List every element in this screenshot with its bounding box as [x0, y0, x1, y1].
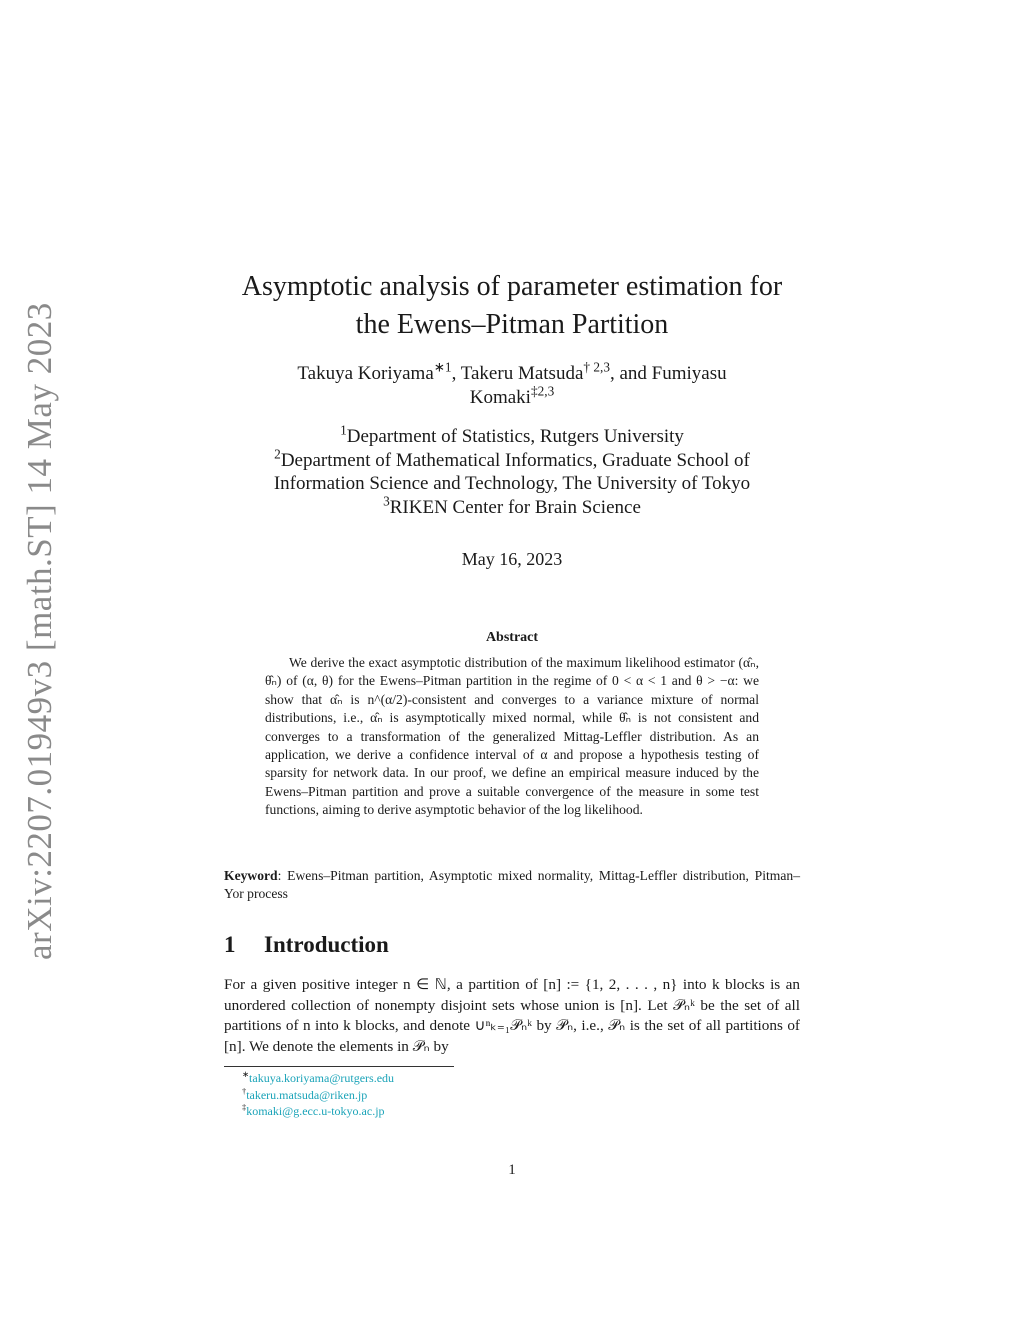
footnotes — [242, 1070, 394, 1120]
abstract-text: We derive the exact asymptotic distribution of the maximum likelihood estimator (α̂ₙ, θ̂ₙ) of (α, θ) for the Ewens–Pitman partition in the regime of 0 < α < 1 and θ > −α: we show that α̂ₙ is n^(α/2)-consistent and converges to a variance mixture of normal distributions, i.e., α̂ₙ is asymptotically mixed normal, while θ̂ₙ is not consistent and converges to a transformation of the generalized Mittag-Leffler distribution. As an application, we derive a confidence interval of α and propose a hypothesis testing of sparsity for network data. In our proof, we define an empirical measure induced by the Ewens–Pitman partition and prove a suitable convergence of the measure in some test functions, aiming to derive asymptotic behavior of the log likelihood. — [265, 655, 759, 818]
section-heading: 1 Introduction — [224, 932, 389, 957]
author-list: Takuya Koriyama$^{∗1}$, Takeru Matsuda$^{\dagger 2,3}$, and Fumiyasu Komaki$^{\ddagger 2,3}$ — [297, 359, 727, 408]
affiliation-2-cont: Information Science and Technology, The University of Tokyo — [273, 473, 751, 494]
footnote-2: †takeru.matsuda@riken.jp — [242, 1086, 368, 1102]
page-number: 1 — [508, 1162, 516, 1178]
affiliations — [0, 422, 1024, 519]
keywords: Keyword: Ewens–Pitman partition, Asymptotic mixed normality, Mittag-Leffler distribution, Pitman–Yor process — [224, 868, 800, 902]
arxiv-stamp: arXiv:2207.01949v3 [math.ST] 14 May 2023 — [20, 302, 59, 960]
email-link-3[interactable]: komaki@g.ecc.u-tokyo.ac.jp — [246, 1104, 385, 1118]
intro-paragraph: For a given positive integer n ∈ ℕ, a partition of [n] := {1, 2, . . . , n} into k blocks is an unordered collection of nonempty disjoint sets whose union is [n]. Let 𝒫ₙᵏ be the set of all partitions of n into k blocks, and denote ∪ⁿₖ₌₁𝒫ₙᵏ by 𝒫ₙ, i.e., 𝒫ₙ is the set of all partitions of [n]. We denote the elements in 𝒫ₙ by — [224, 976, 800, 1055]
abstract-heading: Abstract — [485, 630, 539, 645]
paper-title: Asymptotic analysis of parameter estimation for the Ewens–Pitman Partition — [241, 271, 783, 340]
email-link-1[interactable]: takuya.koriyama@rutgers.edu — [249, 1071, 395, 1085]
footnote-1: ∗takuya.koriyama@rutgers.edu — [242, 1070, 395, 1085]
affiliation-1: $^1$Department of Statistics, Rutgers University — [340, 422, 684, 447]
affiliation-2: $^2$Department of Mathematical Informatics, Graduate School of — [274, 446, 750, 471]
footnote-rule — [224, 1066, 454, 1067]
footnote-3: ‡komaki@g.ecc.u-tokyo.ac.jp — [242, 1103, 385, 1118]
paper-date: May 16, 2023 — [461, 549, 563, 569]
email-link-2[interactable]: takeru.matsuda@riken.jp — [246, 1087, 368, 1102]
affiliation-3: $^3$RIKEN Center for Brain Science — [383, 493, 641, 518]
